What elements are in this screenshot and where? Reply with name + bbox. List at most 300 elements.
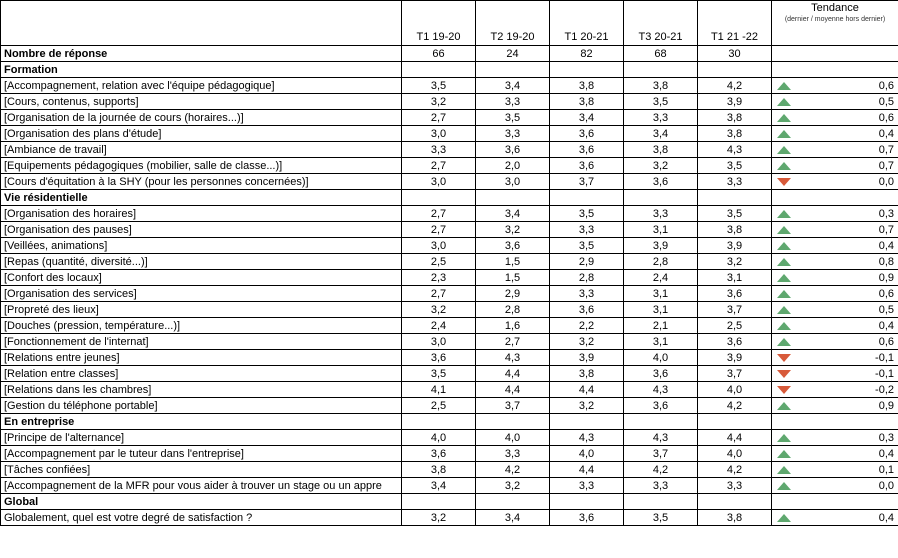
responses-count: 68 <box>624 46 698 62</box>
score-cell: 3,2 <box>402 94 476 110</box>
score-cell: 4,0 <box>698 446 772 462</box>
trend-icon-cell <box>772 286 797 302</box>
trend-up-icon <box>777 82 791 90</box>
trend-value: 0,3 <box>797 206 898 222</box>
score-cell: 3,3 <box>550 478 624 494</box>
score-cell: 2,5 <box>402 254 476 270</box>
score-cell: 4,3 <box>550 430 624 446</box>
trend-icon-cell <box>772 334 797 350</box>
period-header: T1 20-21 <box>550 1 624 46</box>
score-cell: 1,5 <box>476 270 550 286</box>
table-row <box>1 222 898 238</box>
score-cell: 3,9 <box>624 238 698 254</box>
trend-value: 0,9 <box>797 398 898 414</box>
table-row <box>1 238 898 254</box>
row-label: [Douches (pression, température...)] <box>1 318 402 334</box>
responses-count: 82 <box>550 46 624 62</box>
trend-icon-cell <box>772 206 797 222</box>
period-header: T3 20-21 <box>624 1 698 46</box>
row-label: [Repas (quantité, diversité...)] <box>1 254 402 270</box>
score-cell: 2,7 <box>402 110 476 126</box>
trend-down-icon <box>777 354 791 362</box>
score-cell: 3,0 <box>402 334 476 350</box>
trend-value: 0,6 <box>797 110 898 126</box>
table-row <box>1 382 898 398</box>
row-label: Globalement, quel est votre degré de satisfaction ? <box>1 510 402 526</box>
score-cell: 2,8 <box>550 270 624 286</box>
trend-value: 0,1 <box>797 462 898 478</box>
trend-up-icon <box>777 162 791 170</box>
empty-cell <box>772 414 797 430</box>
score-cell: 3,2 <box>402 302 476 318</box>
trend-value: 0,0 <box>797 174 898 190</box>
score-cell: 3,3 <box>476 94 550 110</box>
trend-icon-cell <box>772 110 797 126</box>
score-cell: 2,9 <box>476 286 550 302</box>
score-cell: 3,3 <box>624 206 698 222</box>
score-cell: 3,2 <box>550 398 624 414</box>
score-cell: 3,3 <box>550 286 624 302</box>
score-cell: 3,1 <box>624 302 698 318</box>
row-label: [Organisation de la journée de cours (horaires...)] <box>1 110 402 126</box>
score-cell: 3,8 <box>550 78 624 94</box>
table-row <box>1 78 898 94</box>
score-cell: 4,0 <box>550 446 624 462</box>
table-body <box>1 1 898 526</box>
trend-icon-cell <box>772 446 797 462</box>
trend-value: 0,0 <box>797 478 898 494</box>
trend-icon-cell <box>772 350 797 366</box>
score-cell: 3,5 <box>624 510 698 526</box>
score-cell: 4,2 <box>698 78 772 94</box>
score-cell: 3,6 <box>550 158 624 174</box>
score-cell: 4,2 <box>698 462 772 478</box>
section-title: Vie résidentielle <box>1 190 402 206</box>
empty-cell <box>550 414 624 430</box>
score-cell: 3,7 <box>550 174 624 190</box>
score-cell: 4,2 <box>624 462 698 478</box>
empty-cell <box>402 414 476 430</box>
row-label: [Organisation des plans d'étude] <box>1 126 402 142</box>
trend-down-icon <box>777 386 791 394</box>
empty-cell <box>476 414 550 430</box>
score-cell: 3,3 <box>624 110 698 126</box>
trend-up-icon <box>777 338 791 346</box>
trend-value: 0,4 <box>797 238 898 254</box>
trend-icon-cell <box>772 142 797 158</box>
empty-cell <box>402 62 476 78</box>
trend-up-icon <box>777 322 791 330</box>
trend-value: 0,9 <box>797 270 898 286</box>
score-cell: 4,4 <box>476 366 550 382</box>
trend-down-icon <box>777 370 791 378</box>
score-cell: 3,1 <box>624 222 698 238</box>
row-label: [Cours, contenus, supports] <box>1 94 402 110</box>
score-cell: 3,8 <box>698 110 772 126</box>
trend-value: 0,4 <box>797 510 898 526</box>
row-label: [Veillées, animations] <box>1 238 402 254</box>
empty-cell <box>772 190 797 206</box>
trend-up-icon <box>777 130 791 138</box>
trend-icon-cell <box>772 510 797 526</box>
score-cell: 4,0 <box>698 382 772 398</box>
score-cell: 3,8 <box>698 126 772 142</box>
trend-icon-cell <box>772 302 797 318</box>
score-cell: 3,5 <box>624 94 698 110</box>
score-cell: 2,5 <box>698 318 772 334</box>
score-cell: 3,6 <box>476 142 550 158</box>
score-cell: 3,3 <box>624 478 698 494</box>
section-title: En entreprise <box>1 414 402 430</box>
row-label: [Principe de l'alternance] <box>1 430 402 446</box>
table-row <box>1 478 898 494</box>
score-cell: 4,0 <box>624 350 698 366</box>
row-label: [Propreté des lieux] <box>1 302 402 318</box>
score-cell: 3,8 <box>402 462 476 478</box>
trend-value: 0,4 <box>797 126 898 142</box>
score-cell: 3,2 <box>402 510 476 526</box>
score-cell: 4,0 <box>402 430 476 446</box>
score-cell: 3,3 <box>550 222 624 238</box>
score-cell: 3,6 <box>550 126 624 142</box>
score-cell: 3,7 <box>698 366 772 382</box>
score-cell: 3,9 <box>698 94 772 110</box>
row-label: [Accompagnement, relation avec l'équipe pédagogique] <box>1 78 402 94</box>
score-cell: 3,8 <box>624 142 698 158</box>
score-cell: 3,8 <box>698 222 772 238</box>
row-label: [Relation entre classes] <box>1 366 402 382</box>
score-cell: 3,8 <box>550 366 624 382</box>
trend-icon-cell <box>772 222 797 238</box>
trend-up-icon <box>777 274 791 282</box>
trend-icon-cell <box>772 382 797 398</box>
empty-cell <box>402 494 476 510</box>
score-cell: 3,4 <box>402 478 476 494</box>
row-label: [Relations dans les chambres] <box>1 382 402 398</box>
score-cell: 4,2 <box>698 398 772 414</box>
table-row <box>1 398 898 414</box>
responses-count: 24 <box>476 46 550 62</box>
trend-up-icon <box>777 210 791 218</box>
table-row <box>1 142 898 158</box>
trend-up-icon <box>777 450 791 458</box>
score-cell: 2,0 <box>476 158 550 174</box>
empty-cell <box>698 62 772 78</box>
table-row <box>1 350 898 366</box>
trend-up-icon <box>777 482 791 490</box>
score-cell: 2,7 <box>402 222 476 238</box>
score-cell: 3,0 <box>402 238 476 254</box>
score-cell: 3,6 <box>476 238 550 254</box>
score-cell: 4,4 <box>550 382 624 398</box>
responses-count: 66 <box>402 46 476 62</box>
score-cell: 2,8 <box>476 302 550 318</box>
table-row <box>1 302 898 318</box>
header-corner <box>1 1 402 46</box>
trend-up-icon <box>777 434 791 442</box>
score-cell: 2,5 <box>402 398 476 414</box>
row-label: [Cours d'équitation à la SHY (pour les personnes concernées)] <box>1 174 402 190</box>
table-row <box>1 446 898 462</box>
trend-icon-cell <box>772 158 797 174</box>
score-cell: 3,1 <box>624 286 698 302</box>
score-cell: 3,5 <box>550 238 624 254</box>
empty-cell <box>797 494 898 510</box>
empty-cell <box>624 414 698 430</box>
section-row <box>1 190 898 206</box>
empty-cell <box>476 494 550 510</box>
trend-value: 0,6 <box>797 286 898 302</box>
score-cell: 1,5 <box>476 254 550 270</box>
empty-cell <box>402 190 476 206</box>
row-label: [Organisation des services] <box>1 286 402 302</box>
trend-value: 0,3 <box>797 430 898 446</box>
score-cell: 3,6 <box>698 334 772 350</box>
trend-value: 0,8 <box>797 254 898 270</box>
score-cell: 3,0 <box>402 126 476 142</box>
table-row <box>1 110 898 126</box>
empty-cell <box>550 494 624 510</box>
score-cell: 2,7 <box>402 158 476 174</box>
empty-cell <box>476 190 550 206</box>
score-cell: 2,2 <box>550 318 624 334</box>
empty-cell <box>698 190 772 206</box>
trend-up-icon <box>777 514 791 522</box>
trend-up-icon <box>777 242 791 250</box>
trend-up-icon <box>777 98 791 106</box>
trend-value: -0,1 <box>797 366 898 382</box>
score-cell: 4,3 <box>698 142 772 158</box>
score-cell: 3,9 <box>550 350 624 366</box>
table-row <box>1 270 898 286</box>
score-cell: 3,4 <box>624 126 698 142</box>
score-cell: 3,7 <box>476 398 550 414</box>
score-cell: 3,5 <box>476 110 550 126</box>
score-cell: 3,2 <box>476 222 550 238</box>
trend-subtitle: (dernier / moyenne hors dernier) <box>784 16 886 23</box>
trend-value: 0,7 <box>797 158 898 174</box>
responses-count: 30 <box>698 46 772 62</box>
score-cell: 3,8 <box>698 510 772 526</box>
score-cell: 3,2 <box>476 478 550 494</box>
trend-value: 0,7 <box>797 142 898 158</box>
trend-icon-cell <box>772 94 797 110</box>
score-cell: 3,6 <box>698 286 772 302</box>
score-cell: 3,6 <box>624 398 698 414</box>
table-row <box>1 126 898 142</box>
section-row <box>1 62 898 78</box>
score-cell: 3,3 <box>402 142 476 158</box>
trend-icon-cell <box>772 174 797 190</box>
score-cell: 3,9 <box>698 350 772 366</box>
score-cell: 4,4 <box>550 462 624 478</box>
row-label: [Accompagnement de la MFR pour vous aider à trouver un stage ou un appre <box>1 478 402 494</box>
table-row <box>1 462 898 478</box>
score-cell: 3,5 <box>550 206 624 222</box>
score-cell: 3,2 <box>550 334 624 350</box>
score-cell: 4,1 <box>402 382 476 398</box>
row-label: [Tâches confiées] <box>1 462 402 478</box>
table-row <box>1 430 898 446</box>
empty-cell <box>476 62 550 78</box>
trend-icon-cell <box>772 318 797 334</box>
score-cell: 3,6 <box>624 174 698 190</box>
score-cell: 3,8 <box>550 94 624 110</box>
score-cell: 3,0 <box>476 174 550 190</box>
trend-up-icon <box>777 146 791 154</box>
row-label: [Organisation des horaires] <box>1 206 402 222</box>
score-cell: 2,1 <box>624 318 698 334</box>
table-row <box>1 318 898 334</box>
responses-label: Nombre de réponse <box>1 46 402 62</box>
period-header: T1 19-20 <box>402 1 476 46</box>
score-cell: 2,7 <box>476 334 550 350</box>
trend-up-icon <box>777 258 791 266</box>
empty-cell <box>772 62 797 78</box>
trend-up-icon <box>777 226 791 234</box>
score-cell: 4,4 <box>476 382 550 398</box>
score-cell: 3,7 <box>698 302 772 318</box>
trend-up-icon <box>777 306 791 314</box>
table-row <box>1 174 898 190</box>
score-cell: 3,1 <box>698 270 772 286</box>
score-cell: 3,6 <box>624 366 698 382</box>
row-label: [Fonctionnement de l'internat] <box>1 334 402 350</box>
score-cell: 2,7 <box>402 206 476 222</box>
trend-value: 0,4 <box>797 446 898 462</box>
trend-value: 0,5 <box>797 302 898 318</box>
section-row <box>1 414 898 430</box>
empty-cell <box>698 414 772 430</box>
score-cell: 3,5 <box>698 158 772 174</box>
score-cell: 2,4 <box>402 318 476 334</box>
score-cell: 3,6 <box>550 510 624 526</box>
row-label: [Confort des locaux] <box>1 270 402 286</box>
score-cell: 3,5 <box>698 206 772 222</box>
trend-header <box>772 1 898 46</box>
score-cell: 4,3 <box>624 430 698 446</box>
score-cell: 3,6 <box>550 302 624 318</box>
trend-icon-cell <box>772 462 797 478</box>
empty-cell <box>624 190 698 206</box>
table-row <box>1 254 898 270</box>
empty-cell <box>624 494 698 510</box>
score-cell: 4,4 <box>698 430 772 446</box>
score-cell: 3,4 <box>550 110 624 126</box>
score-cell: 3,6 <box>402 350 476 366</box>
score-cell: 2,3 <box>402 270 476 286</box>
score-cell: 3,1 <box>624 334 698 350</box>
score-cell: 3,2 <box>624 158 698 174</box>
trend-icon-cell <box>772 478 797 494</box>
empty-cell <box>797 62 898 78</box>
section-title: Global <box>1 494 402 510</box>
trend-icon-cell <box>772 126 797 142</box>
score-cell: 3,3 <box>698 174 772 190</box>
trend-value: 0,5 <box>797 94 898 110</box>
empty-cell <box>550 190 624 206</box>
row-label: [Equipements pédagogiques (mobilier, salle de classe...)] <box>1 158 402 174</box>
score-cell: 3,7 <box>624 446 698 462</box>
trend-up-icon <box>777 402 791 410</box>
empty-cell <box>772 494 797 510</box>
score-cell: 3,4 <box>476 510 550 526</box>
trend-value: 0,6 <box>797 78 898 94</box>
section-title: Formation <box>1 62 402 78</box>
trend-icon-cell <box>772 366 797 382</box>
trend-icon-cell <box>772 238 797 254</box>
trend-icon-cell <box>772 398 797 414</box>
trend-icon-cell <box>772 270 797 286</box>
section-row <box>1 494 898 510</box>
trend-icon-cell <box>772 430 797 446</box>
trend-value: -0,2 <box>797 382 898 398</box>
score-cell: 3,3 <box>476 126 550 142</box>
empty-cell <box>550 62 624 78</box>
row-label: [Gestion du téléphone portable] <box>1 398 402 414</box>
score-cell: 3,4 <box>476 78 550 94</box>
trend-down-icon <box>777 178 791 186</box>
trend-icon-cell <box>772 78 797 94</box>
trend-icon-cell <box>772 254 797 270</box>
empty-cell <box>797 190 898 206</box>
row-label: [Ambiance de travail] <box>1 142 402 158</box>
empty-cell <box>797 414 898 430</box>
score-cell: 2,9 <box>550 254 624 270</box>
score-cell: 3,0 <box>402 174 476 190</box>
score-cell: 2,8 <box>624 254 698 270</box>
score-cell: 4,3 <box>476 350 550 366</box>
trend-value: 0,6 <box>797 334 898 350</box>
row-label: [Organisation des pauses] <box>1 222 402 238</box>
header-row <box>1 1 898 46</box>
score-cell: 3,3 <box>698 478 772 494</box>
score-cell: 3,3 <box>476 446 550 462</box>
trend-value: 0,7 <box>797 222 898 238</box>
table-row <box>1 206 898 222</box>
score-cell: 4,0 <box>476 430 550 446</box>
table-row <box>1 366 898 382</box>
row-label: [Accompagnement par le tuteur dans l'entreprise] <box>1 446 402 462</box>
trend-title: Tendance <box>811 2 859 14</box>
table-row <box>1 334 898 350</box>
score-cell: 2,4 <box>624 270 698 286</box>
trend-up-icon <box>777 114 791 122</box>
score-cell: 3,5 <box>402 366 476 382</box>
period-header: T1 21 -22 <box>698 1 772 46</box>
score-cell: 3,4 <box>476 206 550 222</box>
score-cell: 4,2 <box>476 462 550 478</box>
score-cell: 1,6 <box>476 318 550 334</box>
trend-up-icon <box>777 466 791 474</box>
score-cell: 4,3 <box>624 382 698 398</box>
score-cell: 3,5 <box>402 78 476 94</box>
score-cell: 3,2 <box>698 254 772 270</box>
table-row <box>1 94 898 110</box>
empty-cell <box>624 62 698 78</box>
score-cell: 3,6 <box>550 142 624 158</box>
period-header: T2 19-20 <box>476 1 550 46</box>
table-row <box>1 510 898 526</box>
score-cell: 2,7 <box>402 286 476 302</box>
row-label: [Relations entre jeunes] <box>1 350 402 366</box>
table-row <box>1 286 898 302</box>
trend-value: 0,4 <box>797 318 898 334</box>
table-row <box>1 158 898 174</box>
trend-up-icon <box>777 290 791 298</box>
score-cell: 3,9 <box>698 238 772 254</box>
score-cell: 3,8 <box>624 78 698 94</box>
